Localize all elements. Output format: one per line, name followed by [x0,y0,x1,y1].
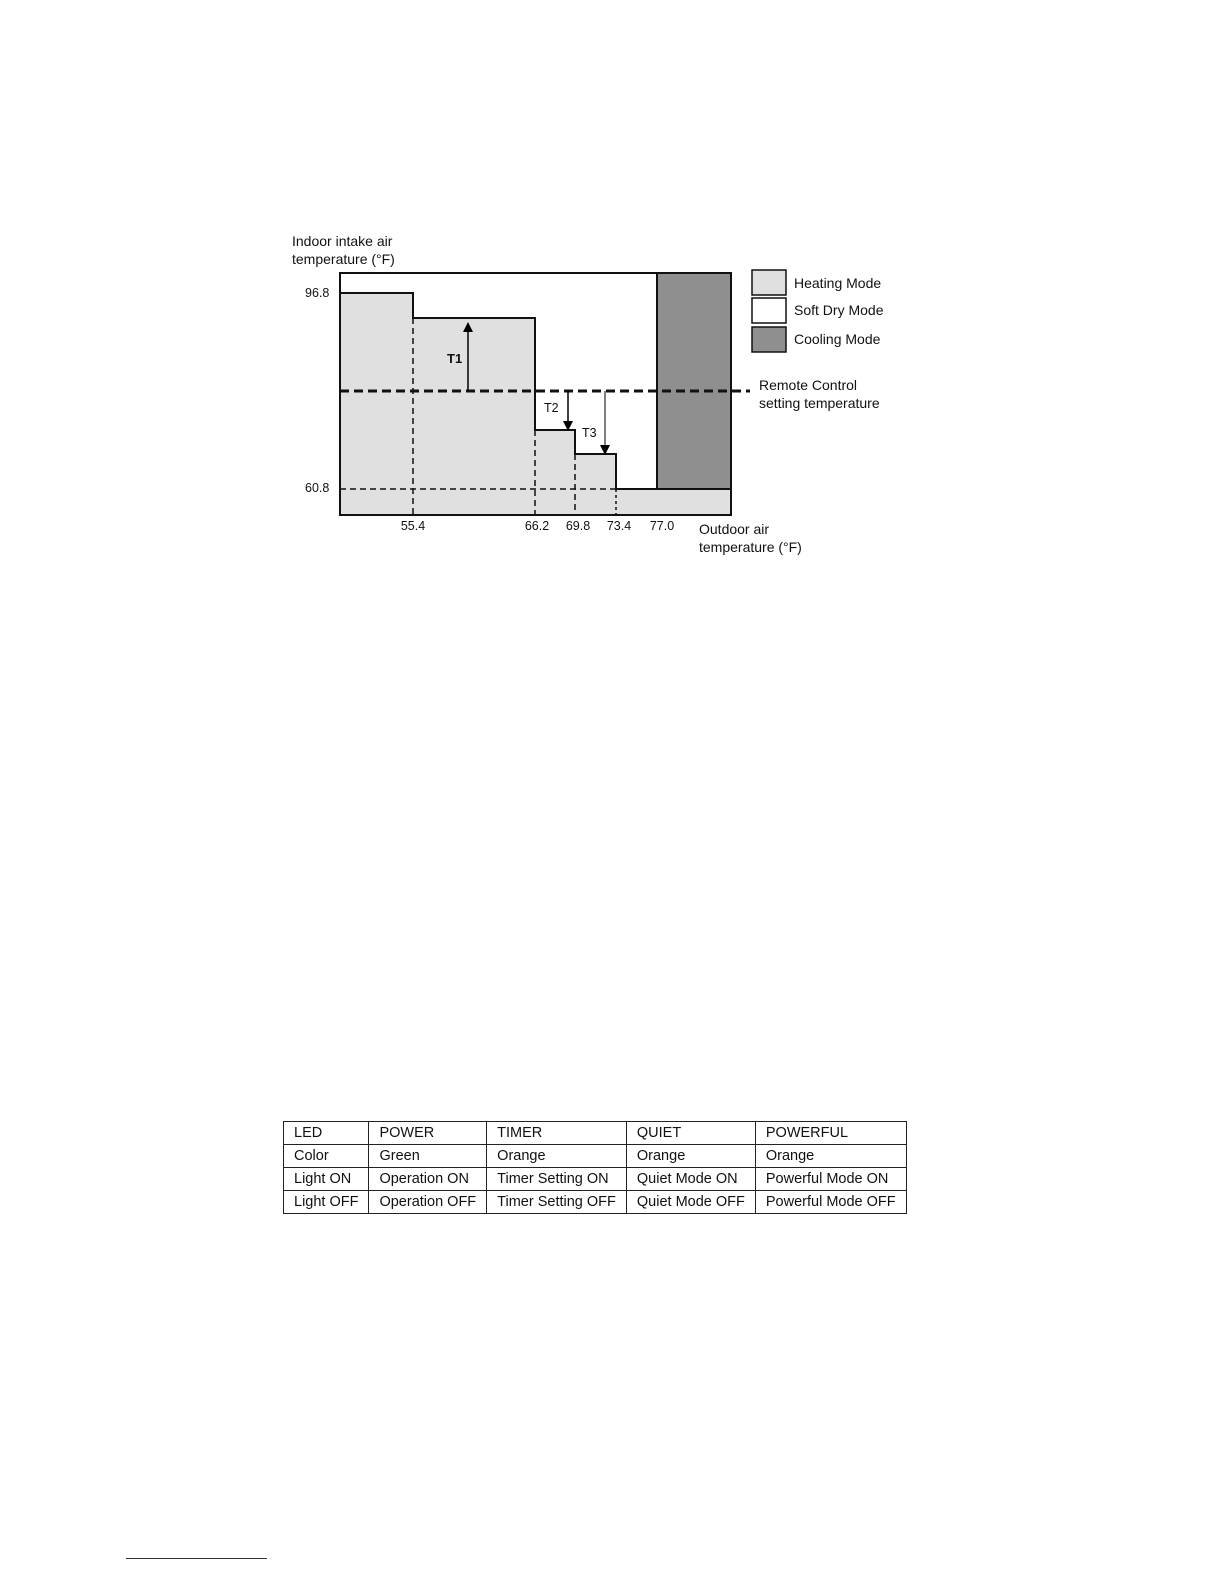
table-cell: Orange [626,1145,755,1168]
x-tick-66-2: 66.2 [524,519,550,533]
setting-temperature-label-line2: setting temperature [759,395,880,411]
marker-t1: T1 [447,351,463,366]
table-cell: Quiet Mode OFF [626,1191,755,1214]
operation-mode-diagram [280,225,910,565]
y-tick-96-8: 96.8 [305,286,330,300]
table-cell: Quiet Mode ON [626,1168,755,1191]
setting-temperature-label-line1: Remote Control [759,377,858,393]
table-cell: Powerful Mode OFF [755,1191,906,1214]
table-header-cell: TIMER [487,1122,627,1145]
table-cell: Timer Setting ON [487,1168,627,1191]
x-tick-73-4: 73.4 [606,519,632,533]
table-header-row [284,1122,907,1145]
table-cell: Light ON [284,1168,369,1191]
table-row [284,1145,907,1168]
table-cell: Orange [755,1145,906,1168]
legend-swatch-soft-dry [752,298,786,323]
table-cell: Light OFF [284,1191,369,1214]
marker-t2: T2 [544,401,559,415]
table-header-cell: POWERFUL [755,1122,906,1145]
table-header-cell: QUIET [626,1122,755,1145]
x-axis-label-line1: Outdoor air [699,521,770,537]
table-header-cell: LED [284,1122,369,1145]
legend-label-heating: Heating Mode [794,275,882,291]
x-axis-label-line2: temperature (°F) [699,539,802,555]
legend-swatch-cooling [752,327,786,352]
table-cell: Green [369,1145,487,1168]
x-tick-69-8: 69.8 [565,519,591,533]
table-cell: Powerful Mode ON [755,1168,906,1191]
table-header-cell: POWER [369,1122,487,1145]
table-row [284,1191,907,1214]
legend-swatch-heating [752,270,786,295]
y-axis-label-line2: temperature (°F) [292,251,395,267]
table-cell: Color [284,1145,369,1168]
x-tick-77-0: 77.0 [649,519,675,533]
table-cell: Timer Setting OFF [487,1191,627,1214]
cooling-region [657,273,731,489]
table-row [284,1168,907,1191]
y-axis-label-line1: Indoor intake air [292,233,393,249]
legend [752,270,884,352]
legend-label-cooling: Cooling Mode [794,331,881,347]
mode-diagram-svg [280,225,910,565]
table-cell: Operation ON [369,1168,487,1191]
led-indicator-table [283,1121,907,1214]
table-cell: Orange [487,1145,627,1168]
legend-label-soft-dry: Soft Dry Mode [794,302,884,318]
y-tick-60-8: 60.8 [305,481,330,495]
marker-t3: T3 [582,426,597,440]
table-cell: Operation OFF [369,1191,487,1214]
x-tick-55-4: 55.4 [400,519,426,533]
footnote-divider [126,1558,267,1559]
